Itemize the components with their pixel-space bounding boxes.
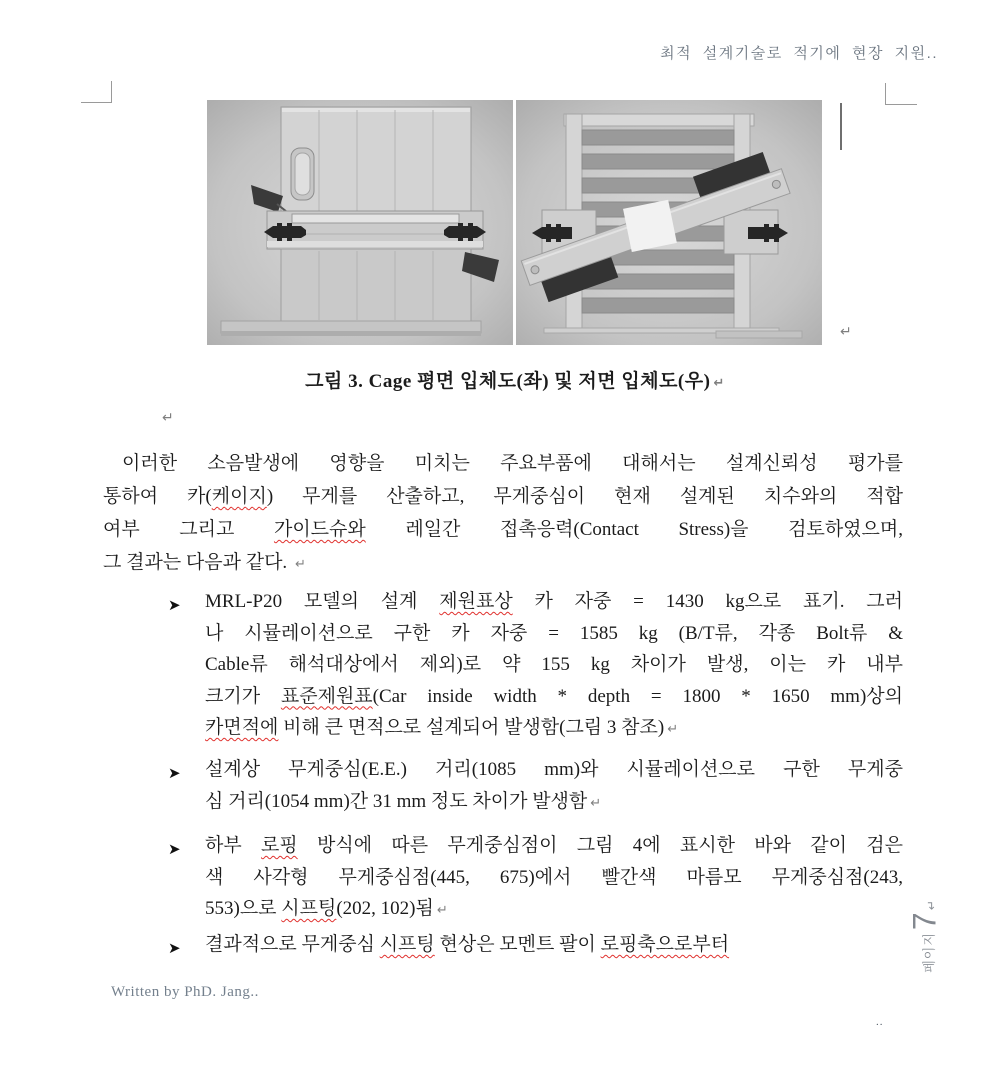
bullet-marker: ➤ [168,764,181,782]
bullet-item-1 [168,586,903,746]
body-paragraph-1 [103,447,903,581]
paragraph-mark: ↵ [713,376,725,391]
footer-text: Written by PhD. Jang.. [111,984,259,1000]
bullet-item-4 [168,929,903,961]
footer-end-mark: .. [876,1016,884,1028]
text-cursor-mark [840,103,842,150]
side-page-label-text: 페이지 [921,932,937,973]
body-line: 여부 그리고 가이드슈와 레일간 접촉응력(Contact Stress)을 검토하였으며, [103,519,903,540]
body-line: 심 거리(1054 mm)간 31 mm 정도 차이가 발생함 ↵ [205,790,602,812]
paragraph-mark: ↵ [436,903,448,918]
spellcheck-word: 제원표상 [439,591,513,612]
body-line: 통하여 카(케이지) 무게를 산출하고, 무게중심이 현재 설계된 치수와의 적합 [103,486,903,507]
body-line: 그 결과는 다음과 같다. ↵ [103,552,306,573]
page-header [660,42,938,63]
body-line: 색 사각형 무게중심점(445, 675)에서 빨간색 마름모 무게중심점(243, [205,866,903,888]
body-line: 나 시뮬레이션으로 구한 카 자중 = 1585 kg (B/T류, 각종 Bolt류 & [205,622,903,644]
body-line: MRL-P20 모델의 설계 제원표상 카 자중 = 1430 kg으로 표기. 그러 [205,591,903,612]
figure-caption [207,366,823,393]
spellcheck-word: 카면적에 [205,717,279,738]
paragraph-mark: ↵ [294,557,306,572]
paragraph-mark: ↵ [667,722,679,737]
spellcheck-word: 시프팅 [379,934,435,955]
side-page-number: 7 [906,912,943,931]
body-line: 결과적으로 무게중심 시프팅 현상은 모멘트 팔이 로핑축으로부터 [205,934,730,955]
cage-plan-view-image [207,100,513,345]
body-line: 크기가 표준제원표(Car inside width * depth = 1800 * 1650 mm)상의 [205,685,903,707]
bullet-marker: ➤ [168,596,181,614]
text-boundary-mark-top-right [885,83,917,105]
bullet-item-3 [168,830,903,927]
spellcheck-word: 로핑 [261,835,298,856]
paragraph-mark: ↵ [162,410,174,426]
spellcheck-word: 표준제원표 [280,685,373,707]
bullet-item-2 [168,754,903,819]
cage-bottom-view-image [516,100,822,345]
bullet-marker: ➤ [168,840,181,858]
body-line: 하부 로핑 방식에 따른 무게중심점이 그림 4에 표시한 바와 같이 검은 [205,835,903,856]
spellcheck-word: 가이드슈와 [273,519,366,540]
page-footer [111,984,259,1001]
body-line: 설계상 무게중심(E.E.) 거리(1085 mm)와 시뮬레이션으로 구한 무게중 [205,759,903,780]
body-line: 이러한 소음발생에 영향을 미치는 주요부품에 대해서는 설계신뢰성 평가를 [122,453,903,474]
figure-3 [207,100,822,345]
spellcheck-word: 시프팅 [281,898,337,919]
paragraph-mark: ↵ [840,324,852,340]
body-line: 553)으로 시프팅(202, 102)됨 ↵ [205,898,448,919]
figure-caption-text: 그림 3. Cage 평면 입체도(좌) 및 저면 입체도(우) [305,371,711,392]
body-line: Cable류 해석대상에서 제외)로 약 155 kg 차이가 발생, 이는 카 내부 [205,654,903,675]
bullet-marker: ➤ [168,939,181,957]
spellcheck-word: 케이지 [211,486,267,507]
paragraph-mark: ↵ [590,795,602,811]
side-page-label [907,872,944,1002]
body-line: 카면적에 비해 큰 면적으로 설계되어 발생함(그림 3 참조) ↵ [205,717,679,738]
paragraph-mark: ↵ [924,900,939,911]
header-text: 최적 설계기술로 적기에 현장 지원.. [660,45,938,62]
text-boundary-mark-top-left [81,81,112,103]
spellcheck-word: 로핑축으로부터 [600,934,730,955]
